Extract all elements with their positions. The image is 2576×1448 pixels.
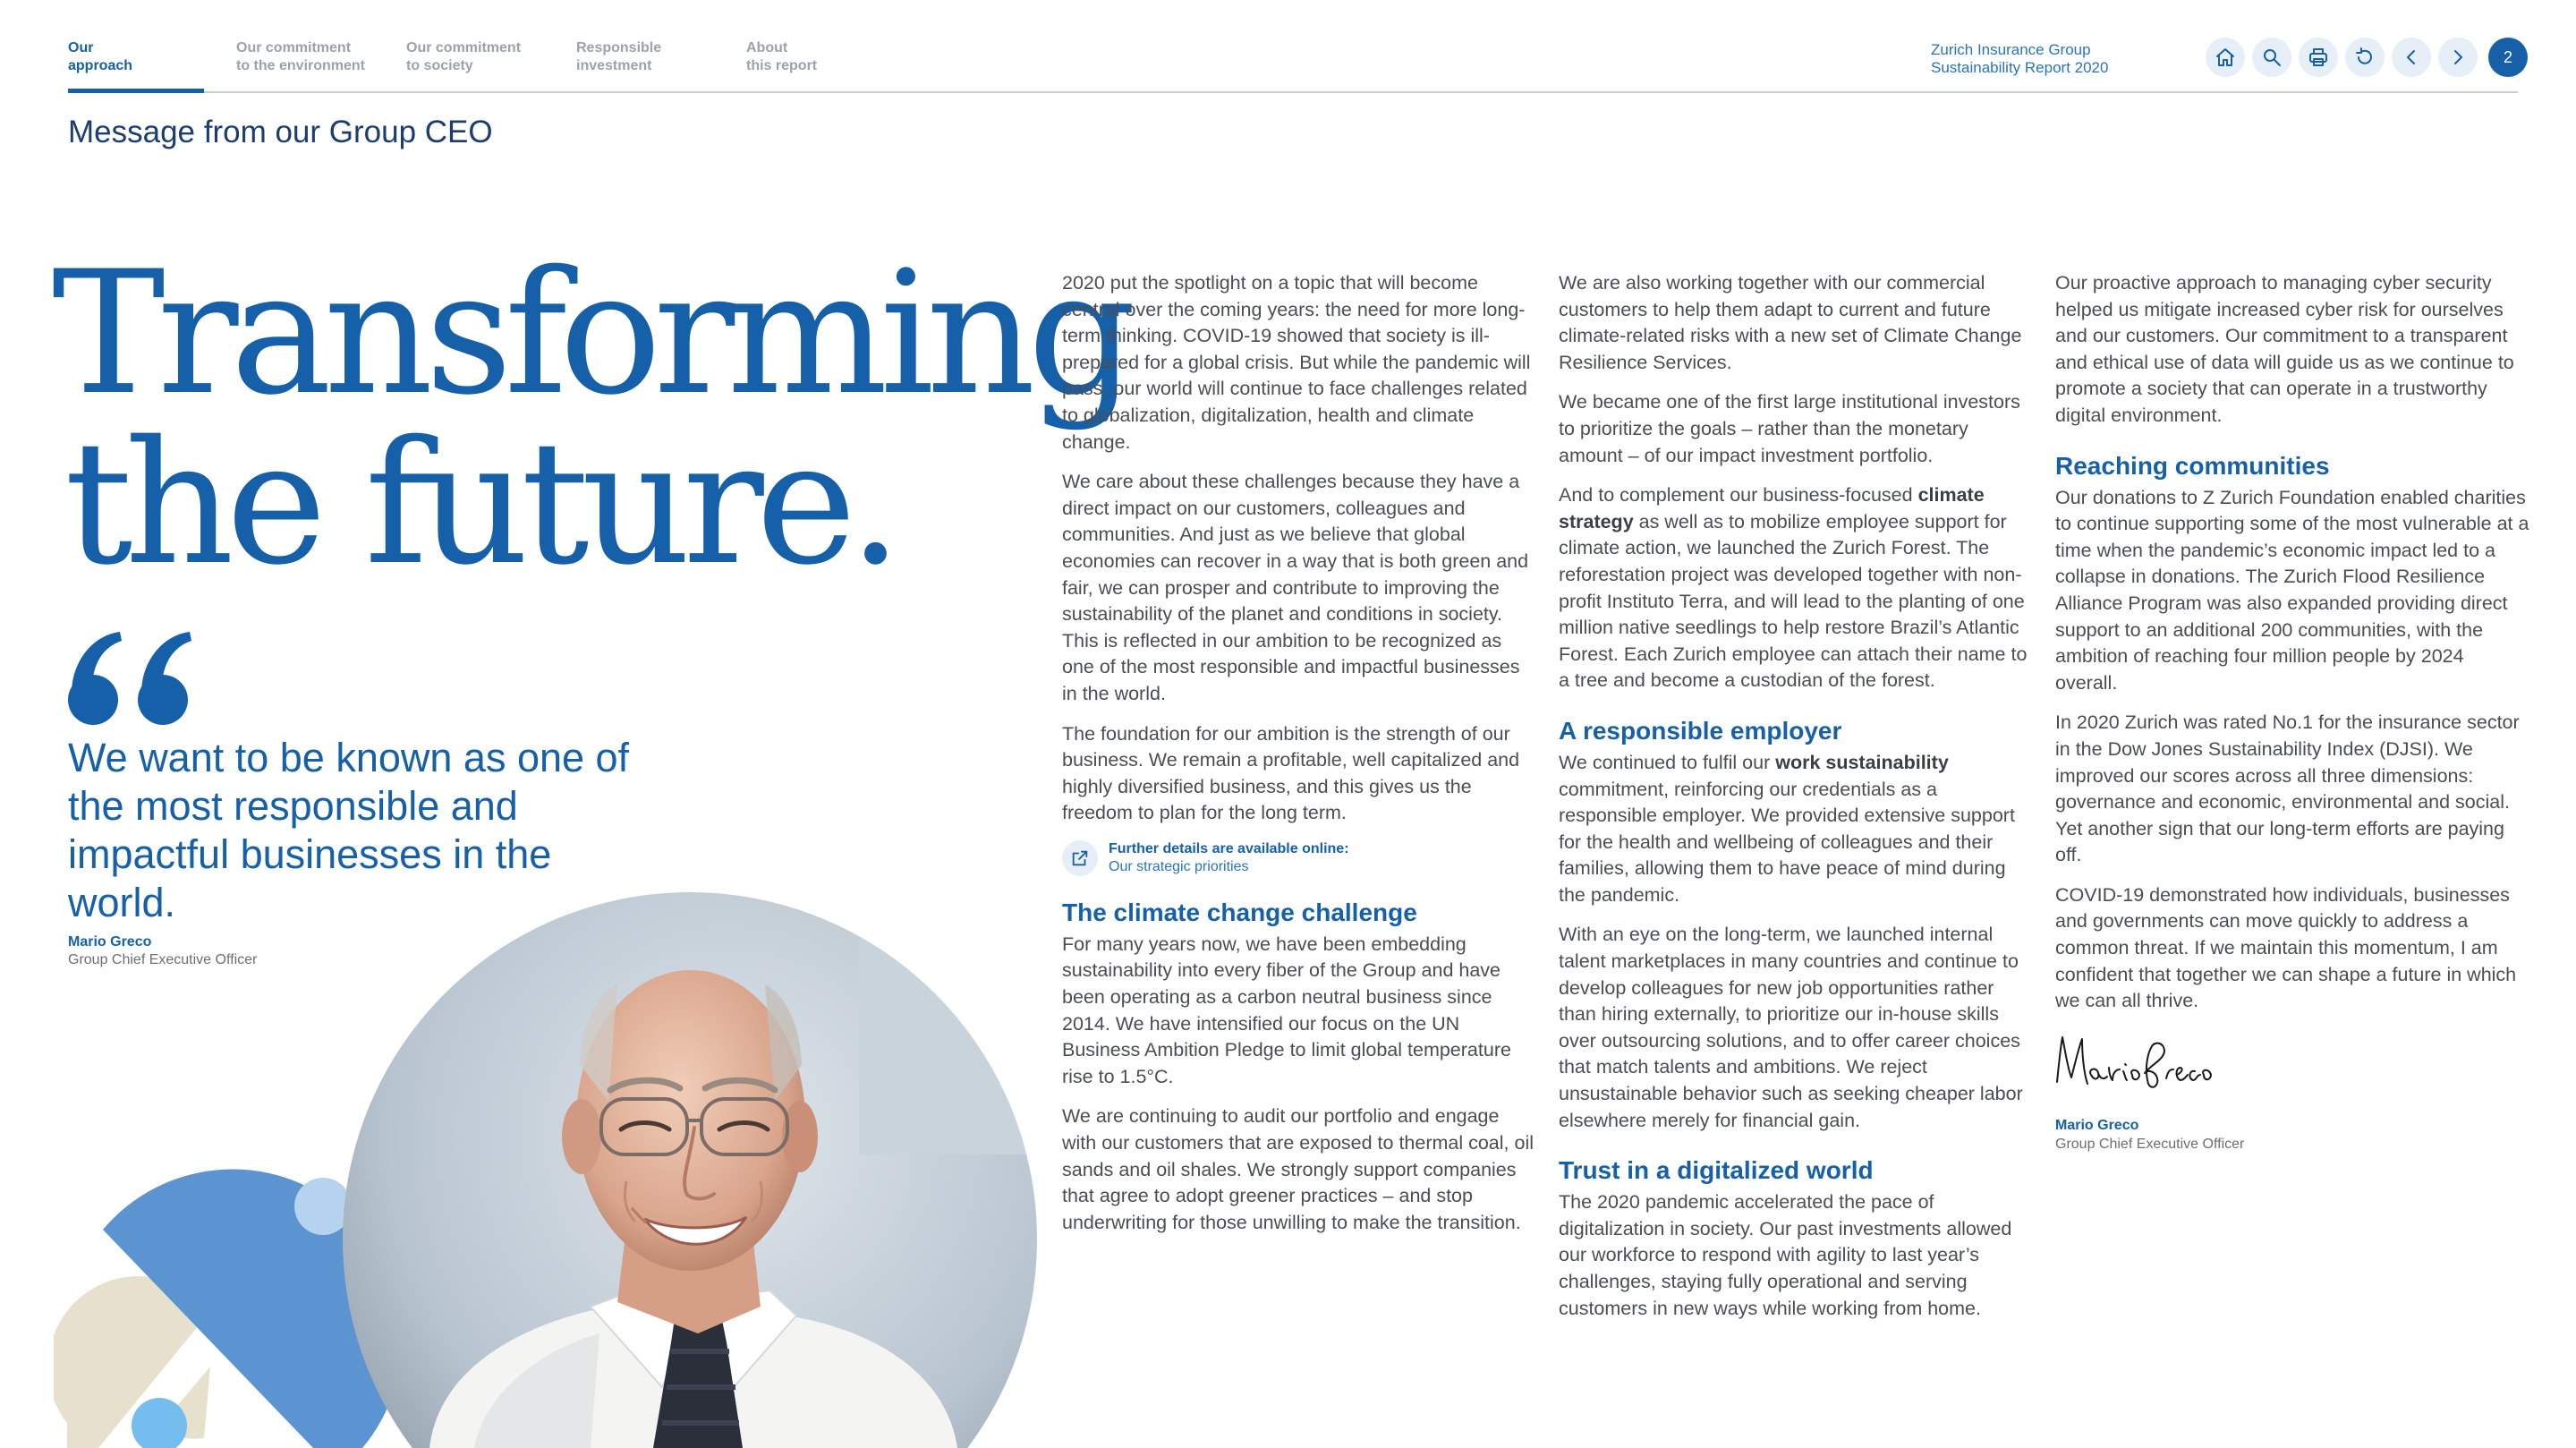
tab-about-report[interactable]: About this report: [746, 40, 818, 73]
undo-icon[interactable]: [2345, 38, 2385, 77]
strategic-priorities-link[interactable]: Our strategic priorities: [1109, 858, 1249, 874]
article-column-3: [2055, 270, 2529, 1154]
nav-divider: [68, 91, 2518, 93]
portrait-illustration: [54, 886, 1047, 1448]
active-tab-indicator: [68, 89, 204, 93]
home-icon[interactable]: [2206, 38, 2245, 77]
ceo-signature: [2052, 1028, 2213, 1109]
article-column-1: [1062, 270, 1536, 1249]
paragraph: 2020 put the spotlight on a topic that will become central over the coming years: the need for more long-term thinking. COVID-19 showed that society is ill-prepared for a global crisis. But while the pandemic will pass, our world will continue to face challenges related to globalization, digitalization, health and climate change.: [1062, 272, 1531, 453]
further-details-link[interactable]: [1062, 840, 1536, 876]
page-controls: [2206, 38, 2528, 81]
report-title[interactable]: Zurich Insurance Group Sustainability Report 2020: [1931, 41, 2109, 76]
paragraph: We are continuing to audit our portfolio and engage with our customers that are exposed to thermal coal, oil sands and oil shales. We strongly support companies that agree to adopt greener practices – and stop underwriting for those unwilling to make the transition.: [1062, 1105, 1535, 1233]
tab-our-approach[interactable]: Our approach: [68, 40, 133, 73]
paragraph: With an eye on the long-term, we launched internal talent marketplaces in many countries and continue to develop colleagues for new job opportunities rather than hiring externally, to prioritize our in-house skills over outsourcing solutions, and to offer career choices that match talents and ambitions. We reject unsustainable behavior such as seeking cheaper labor elsewhere merely for financial gain.: [1559, 924, 2023, 1131]
external-link-icon: [1062, 840, 1098, 876]
heading-reaching-communities: Reaching communities: [2055, 451, 2330, 480]
paragraph: We care about these challenges because they have a direct impact on our customers, colleagues and communities. And just as we believe that global economies can recover in a way that is both green and fair, we can prosper and contribute to improving the sustainability of the planet and conditions in society. This is reflected in our ambition to be recognized as one of the most responsible and impactful businesses in the world.: [1062, 471, 1529, 704]
paragraph: Our donations to Z Zurich Foundation enabled charities to continue supporting some of the most vulnerable at a time when the pandemic’s economic impact led to a collapse in donations. The Zurich Flood Resilience Alliance Program was also expanded providing direct support to an additional 200 communities, with the ambition of reaching four million people by 2024 overall.: [2055, 486, 2529, 694]
search-icon[interactable]: [2252, 38, 2291, 77]
ceo-portrait-photo: [340, 886, 1047, 1448]
next-icon[interactable]: [2438, 38, 2478, 77]
paragraph: In 2020 Zurich was rated No.1 for the insurance sector in the Dow Jones Sustainability Index (DJSI). We improved our scores across all three dimensions: governance and economic, environmental and social. Yet another sign that our long-term efforts are paying off.: [2055, 711, 2520, 866]
quote-mark-icon: [64, 628, 199, 736]
paragraph: Our proactive approach to managing cyber security helped us mitigate increased cyber risk for ourselves and our customers. Our commitment to a transparent and ethical use of data will guide us as we continue to promote a society that can operate in a trustworthy digital environment.: [2055, 272, 2514, 426]
signature-role: Group Chief Executive Officer: [2055, 1136, 2245, 1152]
paragraph: We are also working together with our commercial customers to help them adapt to current and future climate-related risks with a new set of Climate Change Resilience Services.: [1559, 272, 2022, 373]
article-column-2: [1559, 270, 2033, 1335]
heading-digitalized-world: Trust in a digitalized world: [1559, 1156, 1874, 1185]
paragraph: And to complement our business-focused climate strategy as well as to mobilize employee support for climate action, we launched the Zurich Forest. The reforestation project was developed together with non-profit Instituto Terra, and will lead to the planting of one million native seedlings to help restore Brazil’s Atlantic Forest. Each Zurich employee can attach their name to a tree and become a custodian of the forest.: [1559, 484, 2028, 692]
work-sustainability-link[interactable]: work sustainability: [1775, 751, 1949, 773]
heading-responsible-employer: A responsible employer: [1559, 716, 1842, 745]
paragraph: We became one of the first large institutional investors to prioritize the goals – rather than the monetary amount – of our impact investment portfolio.: [1559, 391, 2020, 466]
page-number-badge[interactable]: 2: [2488, 38, 2528, 77]
signature-name: Mario Greco: [2055, 1117, 2139, 1133]
tab-society[interactable]: Our commitment to society: [406, 40, 522, 73]
previous-icon[interactable]: [2392, 38, 2431, 77]
quote-author-name: Mario Greco: [68, 934, 152, 950]
paragraph: The foundation for our ambition is the strength of our business. We remain a profitable, well capitalized and highly diversified business, and this gives us the freedom to plan for the long term.: [1062, 722, 1520, 824]
climate-strategy-link[interactable]: climate strategy: [1559, 484, 1985, 532]
tab-environment[interactable]: Our commitment to the environment: [236, 40, 366, 73]
paragraph: The 2020 pandemic accelerated the pace of digitalization in society. Our past investments allowed our workforce to respond with agility to last year’s challenges, staying fully operational and serving customers in new ways while working from home.: [1559, 1191, 2012, 1319]
tab-responsible-investment[interactable]: Responsible investment: [576, 40, 662, 73]
paragraph: We continued to fulfil our work sustainability commitment, reinforcing our credentials as a responsible employer. We provided extensive support for the health and wellbeing of colleagues and their families, allowing them to have peace of mind during the pandemic.: [1559, 751, 2015, 906]
headline-line-1: Transforming: [52, 234, 1129, 432]
ceo-quote: We want to be known as one of the most responsible and impactful businesses in the world.: [68, 735, 630, 925]
quote-author-role: Group Chief Executive Officer: [68, 952, 258, 967]
headline: [52, 234, 1129, 602]
heading-climate-change: The climate change challenge: [1062, 898, 1417, 926]
further-details-title: Further details are available online:: [1109, 840, 1349, 856]
paragraph: For many years now, we have been embedding sustainability into every fiber of the Group and have been operating as a carbon neutral business since 2014. We have intensified our focus on the UN Business Ambition Pledge to limit global temperature rise to 1.5°C.: [1062, 933, 1511, 1087]
paragraph: COVID-19 demonstrated how individuals, businesses and governments can move quickly to address a common threat. If we maintain this momentum, I am confident that together we can shape a future in which we can all thrive.: [2055, 883, 2517, 1012]
section-title: Message from our Group CEO: [68, 115, 493, 149]
print-icon[interactable]: [2299, 38, 2338, 77]
headline-line-2: the future.: [64, 405, 895, 602]
